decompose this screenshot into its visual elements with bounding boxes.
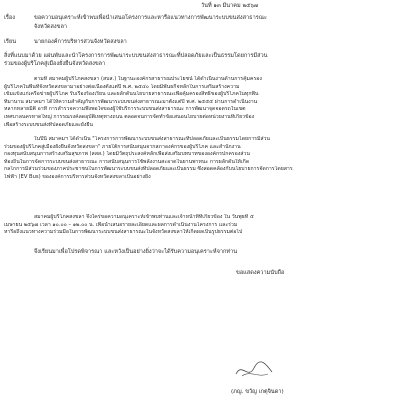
letter-date: วันที่ ๑๓ มีนาคม ๒๕๖๗ bbox=[201, 3, 259, 9]
paragraph-1-line: ที่มานาน สมาคมฯ ได้ให้ความสำคัญกับการพัฒนาระบบขนส่งสาธารณะมาตั้งแต่ปี พ.ศ. ๒๕๕๕ ผ่านการดำเนินงาน bbox=[4, 98, 258, 105]
closing-salutation: ขอแสดงความนับถือ bbox=[236, 270, 285, 276]
paragraph-2-line: ในปีนี้ สมาคมฯ ได้ดำเนิน "โครงการการพัฒนาระบบขนส่งสาธารณะที่ปลอดภัยและเป็นธรรมโดยการมีส่วน bbox=[34, 136, 270, 142]
paragraph-3-line: สมาคมผู้บริโภคสงขลา จึงใคร่ขอความอนุเคราะห์เข้าพบท่านและเจ้าหน้าที่ที่เกี่ยวข้อง ใน วันพุธที่ ๕ bbox=[34, 214, 254, 220]
paragraph-2-line: ร่วมของผู้บริโภคสู่เมืองยั่งยืนจังหวัดสงขลา" ภายใต้การสนับสนุนจากสภาองค์กรของผู้บริโภค และสำนักงาน bbox=[4, 143, 241, 150]
enclosure-line-2: ร่วมของผู้บริโภคสู่เมืองยั่งยืนจังหวัดสงขลา bbox=[4, 61, 106, 67]
paragraph-2-line: ท้องถิ่นในการจัดการระบบขนส่งสาธารณะ การสนับสนุนการใช้พลังงานสะอาดในยานพาหนะ การผลักดันให้เกิด bbox=[4, 158, 250, 165]
recipient-label: เรียน bbox=[4, 39, 17, 45]
enclosure-line-1: สิ่งที่แนบมาด้วย แผ่นพับและนำโครงการการพัฒนาระบบขนส่งสาธารณะที่ปลอดภัยและเป็นธรรมโดยการมีส่วน bbox=[4, 53, 268, 59]
paragraph-1-line: เข้มแข็งแก่เครือข่ายผู้บริโภค รับเรื่องร้องเรียน และผลักดันนโยบายสาธารณะเพื่อคุ้มครองสิทธิของผู้บริโภคในทุกพื้น bbox=[4, 91, 259, 98]
paragraph-2-line: กองทุนสนับสนุนการสร้างเสริมสุขภาพ (สสส.) โดยมีวัตถุประสงค์หลักเพื่อส่งเสริมบทบาทขององค์กรปกครองส่วน bbox=[4, 151, 250, 158]
paragraph-2-line: กลไกการมีส่วนร่วมของภาคประชาชนในการพัฒนาระบบขนส่งที่ปลอดภัยและเป็นธรรม ซึ่งสอดคล้องกับนโยบายการจัดการโดยสาร bbox=[4, 166, 293, 173]
paragraph-1-line: ผู้บริโภคในพื้นที่จังหวัดสงขลามาอย่างต่อเนื่องตั้งแต่ปี พ.ศ. ๒๕๔๐ โดยมีพันธกิจหลักในการเสริมสร้างความ bbox=[4, 83, 240, 90]
paragraph-1-line: หลากหลายมิติ อาทิ การสำรวจความพึงพอใจของผู้ใช้บริการระบบขนส่งสาธารณะ การพัฒนาจุดจอดรถในเขต bbox=[4, 106, 246, 113]
signatory-name: (ภญ. ขวัญ เกตุจินดา) bbox=[231, 389, 284, 395]
paragraph-1-line: เทศบาลนครหาดใหญ่ การรณรงค์ลดอุบัติเหตุทางถนน ตลอดจนการจัดทำข้อเสนอนโยบายต่อหน่วยงานที่เกี่ยวข้อง bbox=[4, 113, 255, 120]
signature-image bbox=[232, 356, 276, 384]
paragraph-2 bbox=[4, 136, 392, 182]
subject-line-1: ขอความอนุเคราะห์เข้าพบเพื่อนำเสนอโครงการและหารือแนวทางการพัฒนาระบบขนส่งสาธารณะ bbox=[34, 15, 267, 21]
paragraph-1-line: เพื่อสร้างระบบขนส่งที่ปลอดภัยและยั่งยืน bbox=[4, 121, 93, 128]
paragraph-1-line: ตามที่ สมาคมผู้บริโภคสงขลา (สบส.) ในฐานะองค์กรสาธารณประโยชน์ ได้ดำเนินงานด้านการคุ้มครอง bbox=[34, 76, 262, 82]
paragraph-3-line: หารือถึงแนวทางความร่วมมือในการพัฒนาระบบขนส่งสาธารณะในจังหวัดสงขลาให้เกิดผลเป็นรูปธรรมต่อไป bbox=[4, 229, 243, 236]
subject-line-2: จังหวัดสงขลา bbox=[34, 24, 68, 30]
paragraph-4: จึงเรียนมาเพื่อโปรดพิจารณา และหวังเป็นอย่างยิ่งว่าจะได้รับความอนุเคราะห์จากท่าน bbox=[34, 249, 238, 255]
paragraph-2-line: ไฟฟ้า (EV Bus) ขององค์การบริหารส่วนจังหวัดสงขลาเป็นอย่างยิ่ง bbox=[4, 173, 151, 180]
recipient: นายกองค์การบริหารส่วนจังหวัดสงขลา bbox=[34, 39, 127, 45]
paragraph-3-line: เมษายน ๒๕๖๗ เวลา ๑๐.๐๐ – ๑๒.๐๐ น. เพื่อนำเสนอรายละเอียดและผลการดำเนินงานโครงการ และร่วม bbox=[4, 221, 238, 228]
paragraph-3 bbox=[4, 214, 392, 237]
paragraph-1 bbox=[4, 76, 392, 129]
subject-label: เรื่อง bbox=[4, 15, 16, 21]
